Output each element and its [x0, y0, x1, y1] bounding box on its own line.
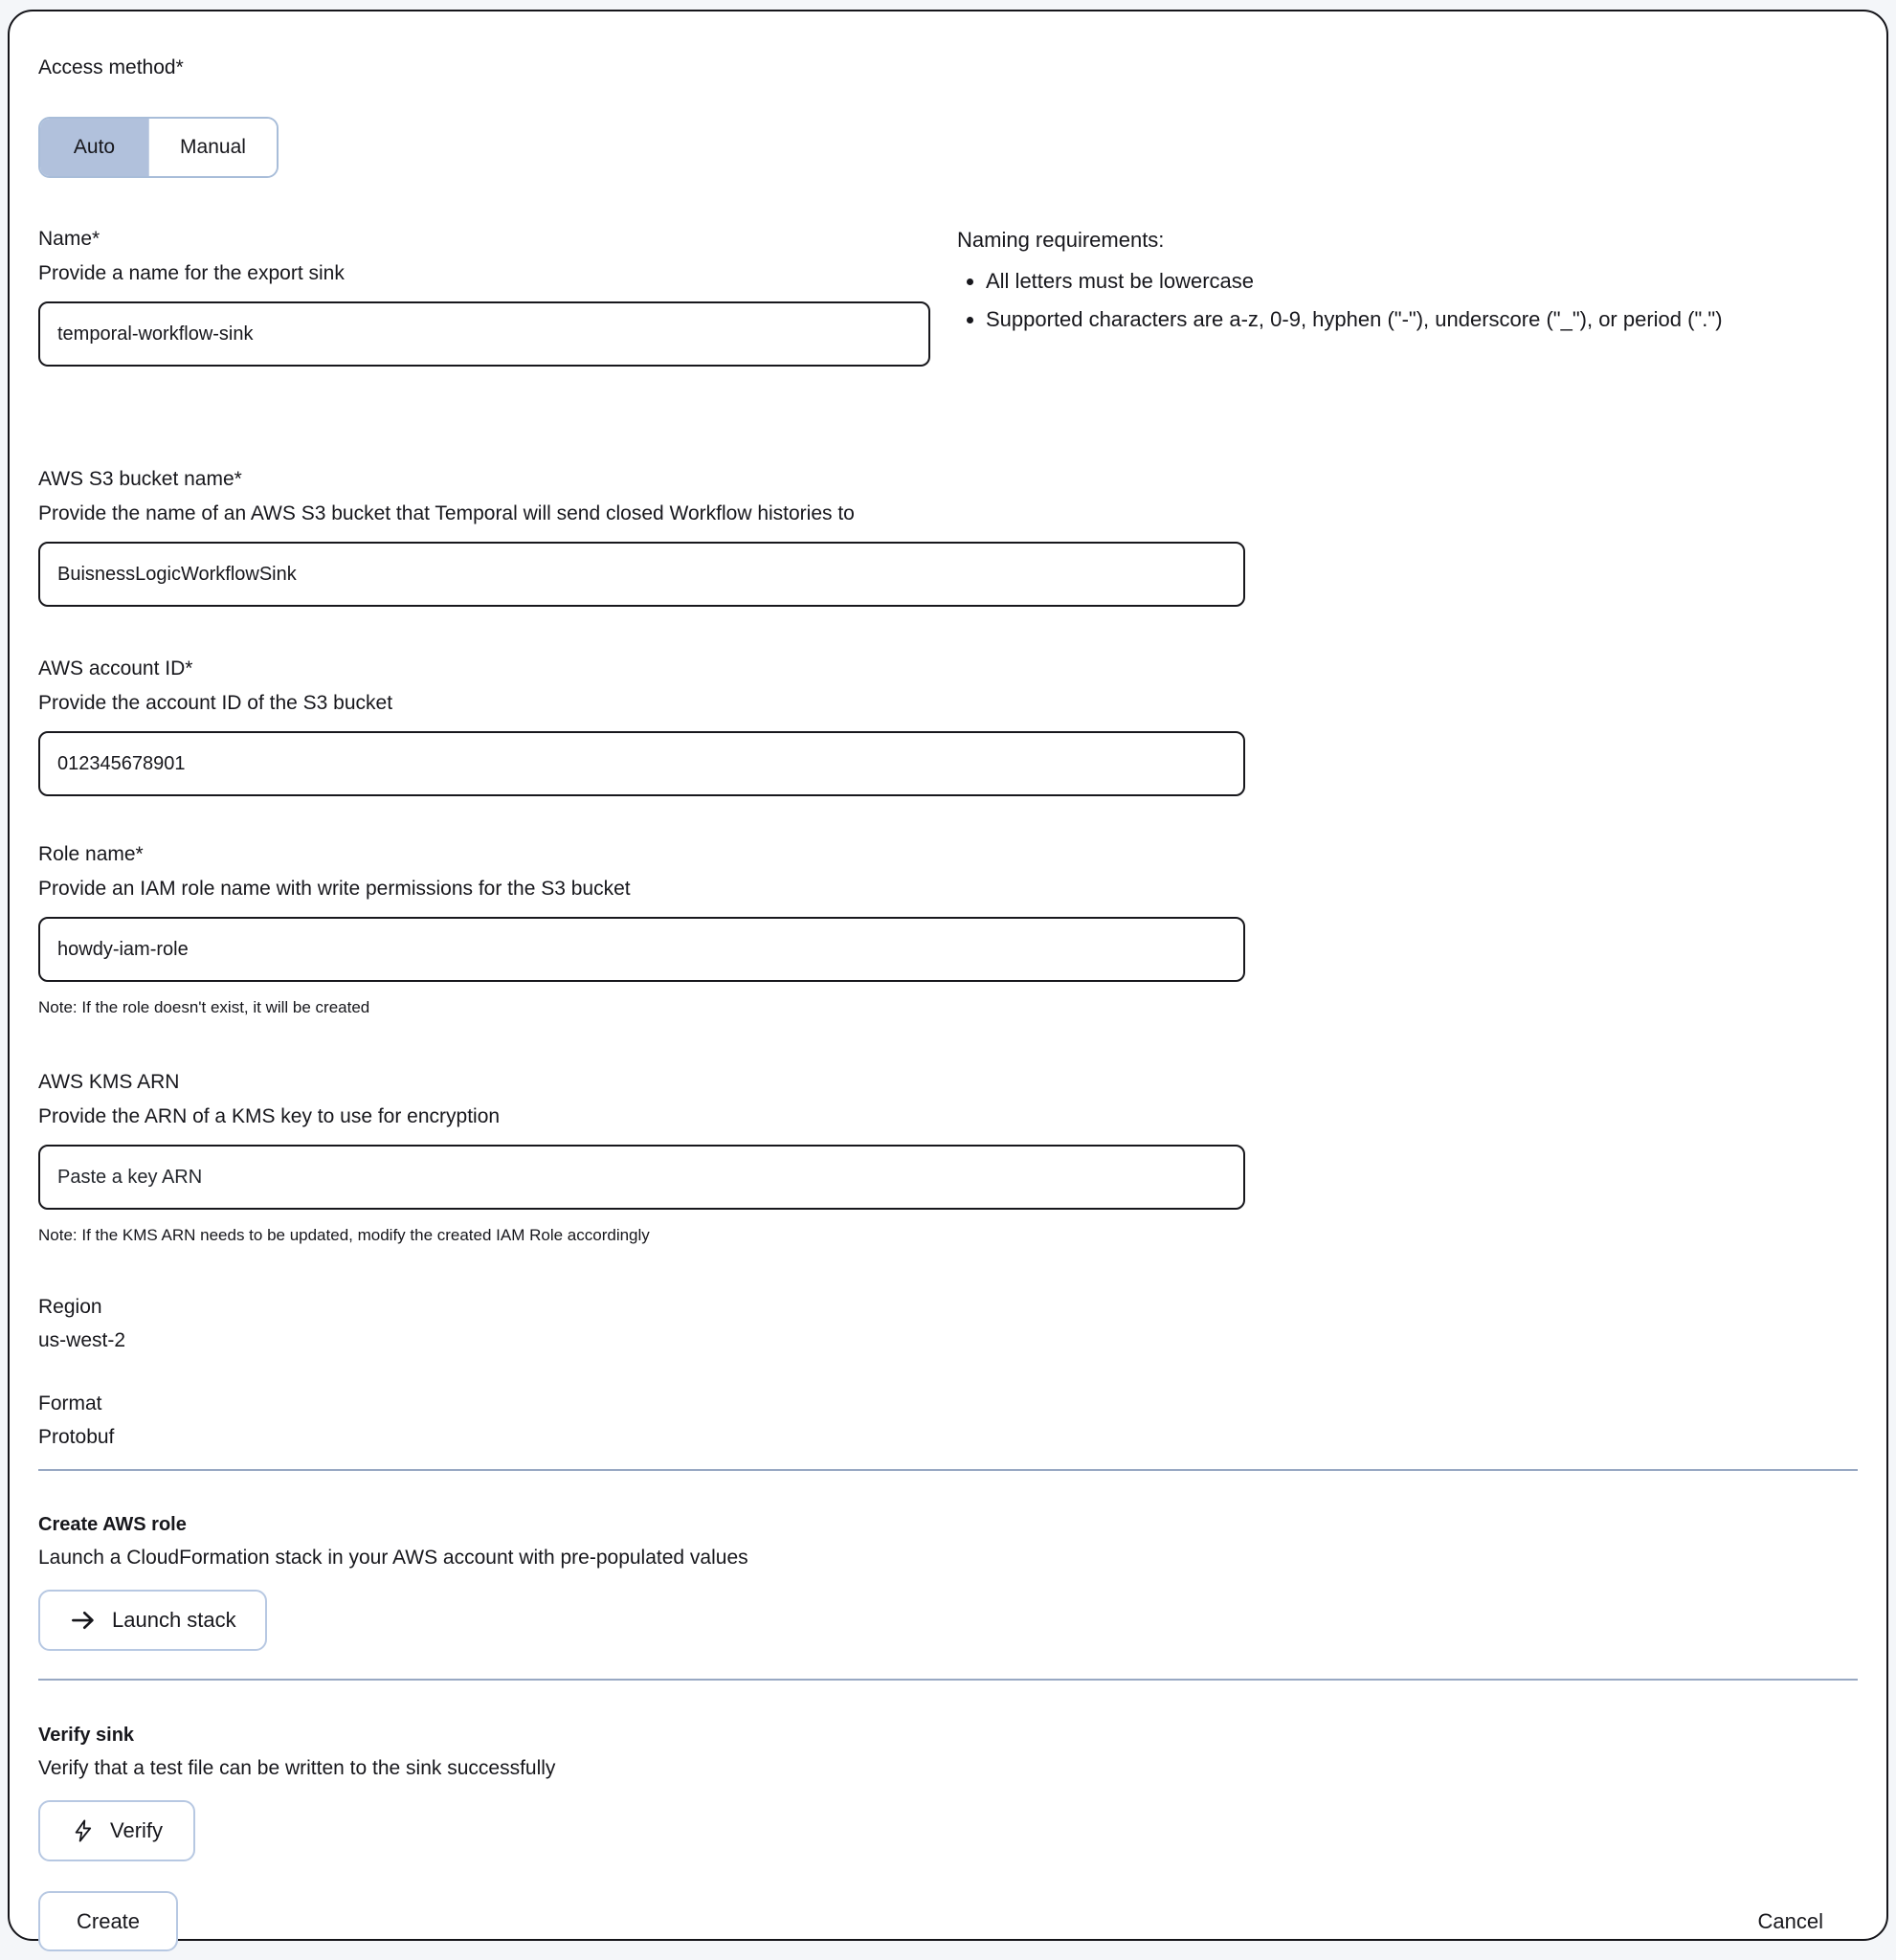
verify-button-label: Verify [110, 1818, 164, 1842]
verify-sink-description: Verify that a test file can be written to the sink successfully [38, 1757, 556, 1779]
access-method-toggle [38, 117, 279, 178]
kms-arn-description: Provide the ARN of a KMS key to use for encryption [38, 1105, 501, 1127]
form-footer [38, 1891, 1858, 1951]
create-button[interactable] [38, 1891, 178, 1951]
format-value: Protobuf [38, 1426, 115, 1448]
naming-requirement-item: • All letters must be lowercase [986, 267, 1809, 296]
naming-requirement-item: • Supported characters are a-z, 0-9, hyphen ("-"), underscore ("_"), or period (".") [986, 305, 1809, 334]
region-label: Region [38, 1296, 102, 1318]
account-id-input[interactable] [38, 731, 1245, 796]
region-field [38, 1295, 1858, 1353]
naming-requirements-title: Naming requirements: [957, 228, 1165, 252]
kms-arn-field [38, 1070, 1858, 1246]
region-value: us-west-2 [38, 1329, 126, 1351]
format-field [38, 1392, 1858, 1450]
account-id-description: Provide the account ID of the S3 bucket [38, 692, 393, 714]
s3-bucket-label: AWS S3 bucket name* [38, 468, 242, 490]
section-divider [38, 1469, 1858, 1471]
naming-requirements [957, 227, 1809, 416]
format-label: Format [38, 1392, 102, 1414]
s3-bucket-description: Provide the name of an AWS S3 bucket that Temporal will send closed Workflow histories to [38, 502, 855, 524]
kms-arn-note: Note: If the KMS ARN needs to be updated, modify the created IAM Role accordingly [38, 1226, 650, 1244]
create-aws-role-description: Launch a CloudFormation stack in your AWS account with pre-populated values [38, 1547, 748, 1569]
create-export-sink-form [8, 10, 1888, 1941]
name-description: Provide a name for the export sink [38, 262, 345, 284]
role-name-label: Role name* [38, 843, 144, 865]
name-label: Name* [38, 228, 100, 250]
lightning-bolt-icon [71, 1818, 96, 1843]
s3-bucket-field [38, 467, 1858, 607]
name-and-requirements-row [38, 227, 1858, 416]
verify-button[interactable] [38, 1800, 195, 1861]
account-id-label: AWS account ID* [38, 657, 193, 679]
section-divider [38, 1679, 1858, 1681]
s3-bucket-input[interactable] [38, 542, 1245, 607]
arrow-right-icon [69, 1606, 98, 1635]
name-input[interactable] [38, 301, 930, 367]
verify-sink-title: Verify sink [38, 1725, 135, 1746]
role-name-note: Note: If the role doesn't exist, it will be created [38, 998, 370, 1016]
kms-arn-input[interactable] [38, 1145, 1245, 1210]
role-name-field [38, 842, 1858, 1018]
create-aws-role-section [38, 1513, 1858, 1651]
naming-requirements-list [957, 267, 1809, 334]
launch-stack-button[interactable] [38, 1590, 267, 1651]
launch-stack-button-label: Launch stack [112, 1608, 236, 1632]
access-method-option-auto[interactable]: Auto [40, 119, 148, 176]
verify-sink-section [38, 1724, 1858, 1861]
name-field [38, 227, 930, 367]
cancel-button[interactable]: Cancel [1757, 1908, 1823, 1933]
access-method-label: Access method* [38, 56, 184, 78]
create-button-label: Create [77, 1908, 141, 1933]
role-name-description: Provide an IAM role name with write permissions for the S3 bucket [38, 878, 631, 900]
access-method-option-manual[interactable]: Manual [148, 119, 277, 176]
account-id-field [38, 657, 1858, 796]
role-name-input[interactable] [38, 917, 1245, 982]
kms-arn-label: AWS KMS ARN [38, 1071, 180, 1093]
create-aws-role-title: Create AWS role [38, 1514, 187, 1535]
